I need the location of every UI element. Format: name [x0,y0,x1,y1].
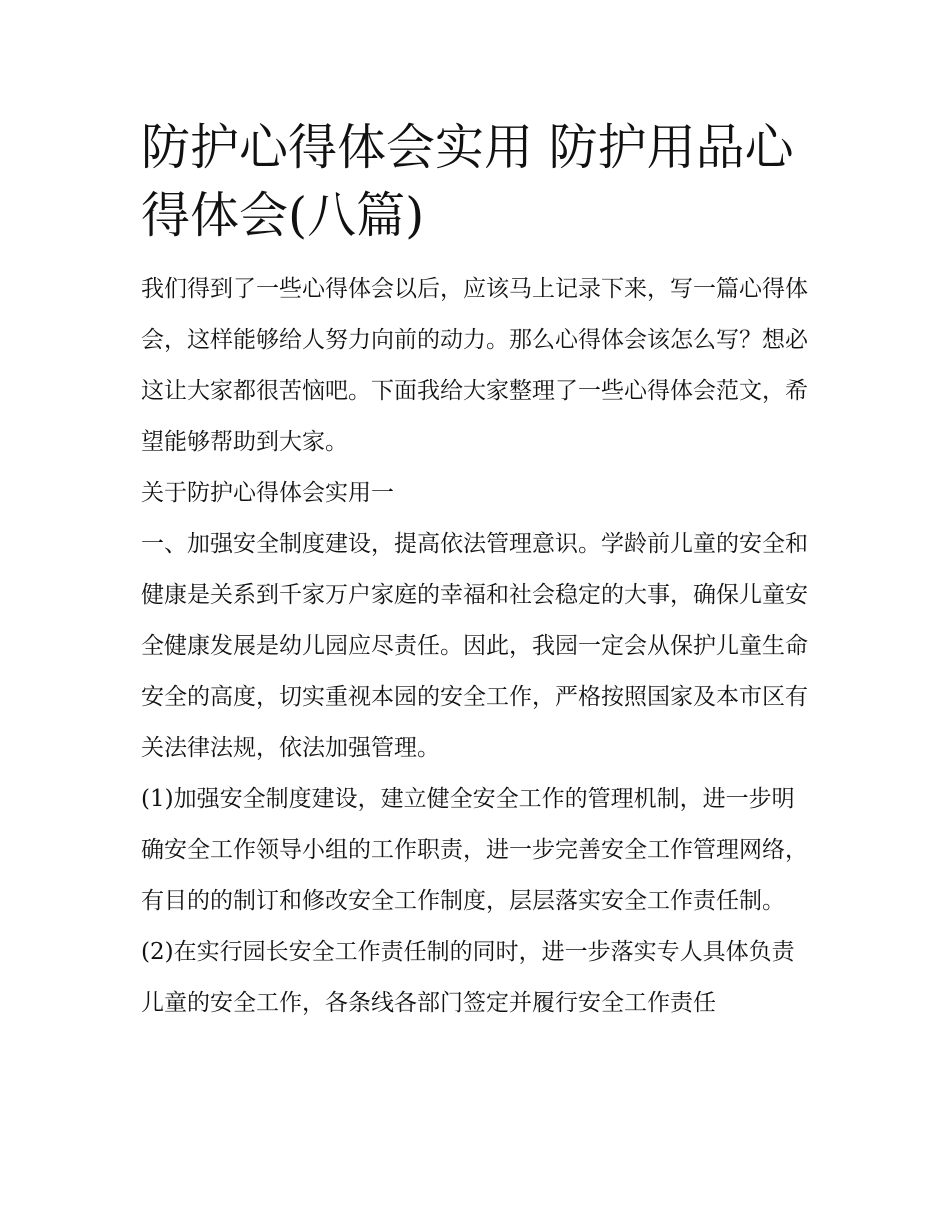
intro-paragraph: 我们得到了一些心得体会以后，应该马上记录下来，写一篇心得体会，这样能够给人努力向前的动力。那么心得体会该怎么写？想必这让大家都很苦恼吧。下面我给大家整理了一些心得体会范文，希望能够帮助到大家。 [141,276,808,455]
document-title: 防护心得体会实用 防护用品心得体会(八篇) [141,119,794,244]
section-heading: 关于防护心得体会实用一 [141,480,394,506]
document-content [141,114,816,1029]
body-paragraph-1: 一、加强安全制度建设，提高依法管理意识。学龄前儿童的安全和健康是关系到千家万户家庭的幸福和社会稳定的大事，确保儿童安全健康发展是幼儿园应尽责任。因此，我园一定会从保护儿童生命安全的高度，切实重视本园的安全工作，严格按照国家及本市区有关法律法规，依法加强管理。 [141,531,808,761]
body-paragraph-2: (1)加强安全制度建设，建立健全安全工作的管理机制，进一步明确安全工作领导小组的工作职责，进一步完善安全工作管理网络，有目的的制订和修改安全工作制度，层层落实安全工作责任制。 [141,786,808,914]
document-body [141,264,816,1029]
body-paragraph-3: (2)在实行园长安全工作责任制的同时，进一步落实专人具体负责儿童的安全工作，各条线各部门签定并履行安全工作责任 [141,939,795,1016]
